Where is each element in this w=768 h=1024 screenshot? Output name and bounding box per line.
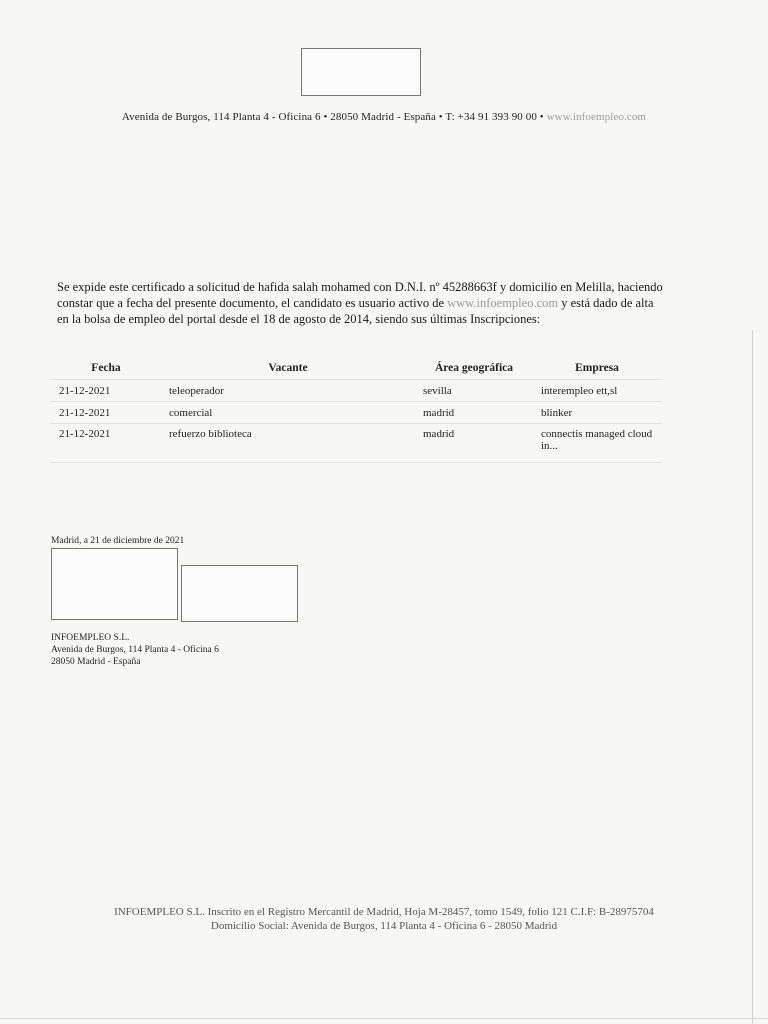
table-row [51, 380, 661, 402]
footer-line2: Domicilio Social: Avenida de Burgos, 114 Planta 4 - Oficina 6 - 28050 Madrid [210, 920, 558, 932]
footer-line1: INFOEMPLEO S.L. Inscrito en el Registro Mercantil de Madrid, Hoja M-28457, tomo 1549, folio 121 C.I.F: B-28975704 [114, 906, 654, 918]
cell-area: madrid [415, 402, 533, 424]
table-row [51, 424, 661, 463]
certificate-part1: Se expide este certificado a solicitud de hafida salah mohamed con D.N.I. nº 45288663f y domicilio en Melilla, haciendo constar que a fecha del presente documento, el candidato es usuario activo de [57, 280, 663, 310]
certificate-website: www.infoempleo.com [447, 296, 559, 310]
header-address: Avenida de Burgos, 114 Planta 4 - Oficina 6 • 28050 Madrid - España • T: +34 91 393 90 00 • [121, 111, 544, 123]
cell-empresa: interempleo ett,sl [533, 380, 661, 402]
cell-vacante: comercial [161, 402, 415, 424]
header-fecha: Fecha [91, 362, 121, 374]
scan-edge [752, 330, 753, 1024]
inscriptions-table [51, 357, 661, 463]
company-block [51, 632, 219, 668]
cell-area: madrid [415, 424, 533, 463]
footer [0, 905, 768, 933]
header-website: www.infoempleo.com [546, 111, 647, 123]
cell-empresa: blinker [533, 402, 661, 424]
cell-fecha: 21-12-2021 [51, 402, 161, 424]
header-area: Área geográfica [434, 362, 514, 374]
cell-fecha: 21-12-2021 [51, 424, 161, 463]
signature-placeholder [51, 548, 178, 620]
place-date: Madrid, a 21 de diciembre de 2021 [51, 536, 185, 546]
logo-placeholder [301, 48, 421, 96]
cell-area: sevilla [415, 380, 533, 402]
header-vacante: Vacante [268, 362, 308, 374]
table-header-row [51, 357, 661, 380]
header-address-line [0, 111, 768, 123]
company-address1: Avenida de Burgos, 114 Planta 4 - Oficina 6 [51, 645, 219, 655]
header-empresa: Empresa [575, 362, 619, 374]
certificate-text [57, 279, 667, 327]
company-address2: 28050 Madrid - España [51, 657, 141, 667]
cell-vacante: teleoperador [161, 380, 415, 402]
stamp-placeholder [181, 565, 298, 622]
cell-vacante: refuerzo biblioteca [161, 424, 415, 463]
scan-edge-bottom [0, 1018, 768, 1019]
table-row [51, 402, 661, 424]
cell-fecha: 21-12-2021 [51, 380, 161, 402]
company-name: INFOEMPLEO S.L. [51, 633, 130, 643]
cell-empresa: connectis managed cloud in... [533, 424, 661, 463]
certificate-part2: y está dado de alta en la bolsa de empleo del portal desde el 18 de agosto de 2014, siendo sus últimas Inscripciones: [57, 296, 654, 326]
